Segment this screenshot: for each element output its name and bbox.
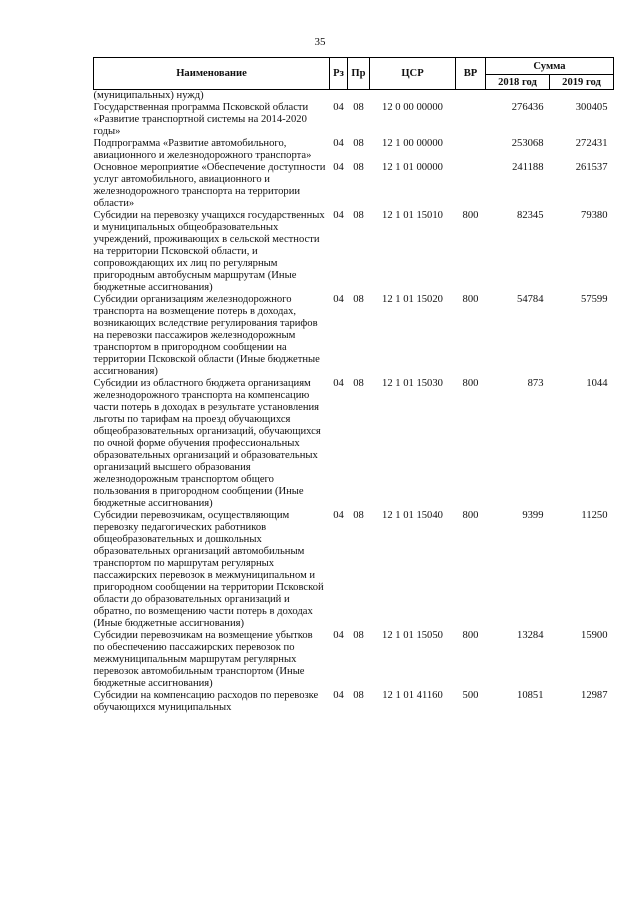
row-rz: 04 — [333, 210, 344, 221]
row-2019: 1044 — [586, 378, 608, 389]
row-2019: 57599 — [581, 294, 608, 305]
table-row — [94, 90, 614, 103]
table-row — [94, 510, 614, 630]
row-vr: 800 — [462, 378, 479, 389]
table-row — [94, 690, 614, 714]
row-name: Подпрограмма «Развитие автомобильного, авиационного и железнодорожного транспорта» — [93, 138, 312, 161]
row-name: (муниципальных) нужд) — [93, 90, 204, 101]
row-pr: 08 — [353, 210, 364, 221]
row-2019: 300405 — [575, 102, 608, 113]
header-rz: Рз — [330, 58, 348, 90]
budget-table — [93, 57, 614, 714]
row-csr: 12 1 01 15010 — [382, 210, 443, 221]
row-vr — [456, 90, 486, 103]
row-2018: 9399 — [522, 510, 544, 521]
row-csr: 12 1 01 15050 — [382, 630, 443, 641]
row-csr — [370, 90, 456, 103]
row-vr — [456, 138, 486, 162]
row-name: Субсидии перевозчикам, осуществляющим перевозку педагогических работников общеобразовательных и дошкольных образовательных организаций автомобильным транспортом по маршрутам регулярных пассажирских перевозок в межмуниципальном и пригородном сообщении на территории Псковской области до образовательных организаций и обратно, по возмещению части потерь в доходах (Иные бюджетные ассигнования) — [93, 510, 324, 629]
row-csr: 12 1 01 15030 — [382, 378, 443, 389]
row-pr: 08 — [353, 510, 364, 521]
page-number: 35 — [314, 36, 326, 48]
table-row — [94, 102, 614, 138]
row-2018: 54784 — [517, 294, 544, 305]
row-name: Субсидии перевозчикам на возмещение убытков по обеспечению пассажирских перевозок по межмуниципальным маршрутам регулярных перевозок автомобильным транспортом (Иные бюджетные ассигнования) — [93, 630, 313, 689]
row-csr: 12 1 01 00000 — [382, 162, 443, 173]
row-name: Субсидии из областного бюджета организациям железнодорожного транспорта на компенсацию части потерь в доходах в результате установления льготы по тарифам на проезд обучающихся общеобразовательных организаций, обучающихся по очной форме обучения профессиональных образовательных организаций и образовательных организаций высшего образования железнодорожным транспортом общего пользования в пригородном сообщении (Иные бюджетные ассигнования) — [93, 378, 321, 509]
row-csr: 12 1 00 00000 — [382, 138, 443, 149]
row-name: Основное мероприятие «Обеспечение доступности услуг автомобильного, авиационного и железнодорожного транспорта на территории области» — [93, 162, 326, 209]
row-vr — [456, 102, 486, 138]
row-2019 — [550, 90, 614, 103]
header-sum: Сумма — [486, 58, 614, 75]
row-rz: 04 — [333, 690, 344, 701]
row-2019: 261537 — [575, 162, 608, 173]
row-csr: 12 1 01 15040 — [382, 510, 443, 521]
row-vr — [456, 162, 486, 210]
row-rz: 04 — [333, 162, 344, 173]
row-2018: 10851 — [517, 690, 544, 701]
row-pr: 08 — [353, 630, 364, 641]
row-rz: 04 — [333, 294, 344, 305]
row-vr: 800 — [462, 510, 479, 521]
table-row — [94, 294, 614, 378]
row-2018: 276436 — [511, 102, 544, 113]
row-2018: 253068 — [511, 138, 544, 149]
header-vr: ВР — [456, 58, 486, 90]
header-pr: Пр — [348, 58, 370, 90]
table-row — [94, 162, 614, 210]
header-csr: ЦСР — [370, 58, 456, 90]
row-rz — [330, 90, 348, 103]
row-2018: 82345 — [517, 210, 544, 221]
table-row — [94, 378, 614, 510]
table-row — [94, 210, 614, 294]
row-rz: 04 — [333, 138, 344, 149]
row-name: Государственная программа Псковской области «Развитие транспортной системы на 2014-2020 годы» — [93, 102, 309, 137]
table-row — [94, 138, 614, 162]
row-vr: 800 — [462, 294, 479, 305]
row-name: Субсидии на перевозку учащихся государственных и муниципальных общеобразовательных учреждений, проживающих в сельской местности на территории Псковской области, и сопровождающих их лиц по регулярным пригородным автобусным маршрутам (Иные бюджетные ассигнования) — [93, 210, 325, 293]
row-pr: 08 — [353, 102, 364, 113]
row-2019: 272431 — [575, 138, 608, 149]
row-rz: 04 — [333, 510, 344, 521]
row-vr: 800 — [462, 210, 479, 221]
row-rz: 04 — [333, 630, 344, 641]
table-row — [94, 630, 614, 690]
row-csr: 12 1 01 15020 — [382, 294, 443, 305]
row-csr: 12 1 01 41160 — [382, 690, 443, 701]
row-name: Субсидии организациям железнодорожного транспорта на возмещение потерь в доходах, возникающих вследствие регулирования тарифов на перевозки пассажиров железнодорожным транспортом в пригородном сообщении на территории Псковской области (Иные бюджетные ассигнования) — [93, 294, 320, 377]
row-vr: 500 — [462, 690, 479, 701]
row-pr: 08 — [353, 162, 364, 173]
row-2018: 13284 — [517, 630, 544, 641]
row-2018: 873 — [527, 378, 544, 389]
row-pr: 08 — [353, 138, 364, 149]
row-csr: 12 0 00 00000 — [382, 102, 443, 113]
row-2019: 79380 — [581, 210, 608, 221]
row-pr: 08 — [353, 378, 364, 389]
row-2018: 241188 — [512, 162, 544, 173]
row-pr: 08 — [353, 690, 364, 701]
row-2019: 12987 — [581, 690, 608, 701]
header-2018: 2018 год — [486, 75, 550, 90]
row-2018 — [486, 90, 550, 103]
row-rz: 04 — [333, 378, 344, 389]
row-vr: 800 — [462, 630, 479, 641]
row-rz: 04 — [333, 102, 344, 113]
row-2019: 15900 — [581, 630, 608, 641]
row-2019: 11250 — [581, 510, 608, 521]
header-name: Наименование — [94, 58, 330, 90]
row-name: Субсидии на компенсацию расходов по перевозке обучающихся муниципальных — [93, 690, 319, 713]
row-pr: 08 — [353, 294, 364, 305]
row-pr — [348, 90, 370, 103]
header-2019: 2019 год — [550, 75, 614, 90]
